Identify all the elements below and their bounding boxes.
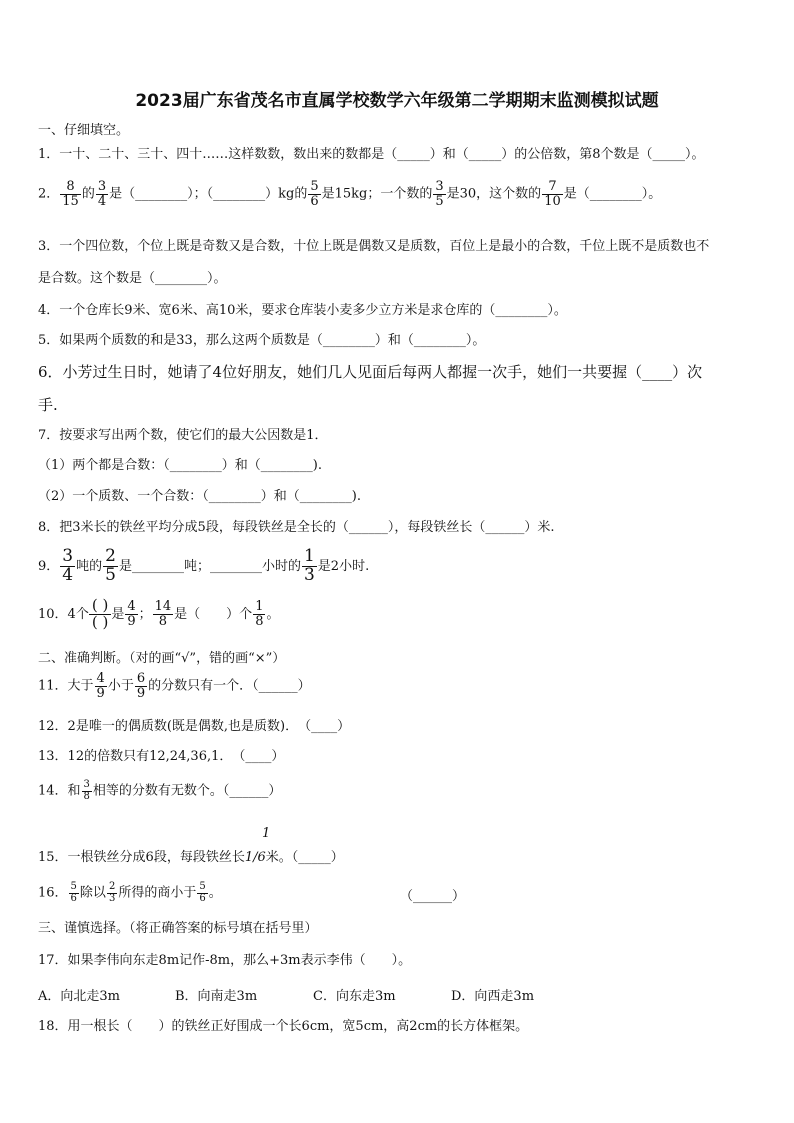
question-8: 8．把3米长的铁丝平均分成5段，每段铁丝是全长的（______），每段铁丝长（______）米. — [38, 520, 555, 535]
q2-number: 2． — [38, 186, 60, 202]
question-9: 9． $\frac{3}{4}$ 吨的 $\frac{2}{5}$ 是________吨；________小时的 $\frac{1}{3}$ 是2小时. — [38, 546, 370, 585]
section-2-heading: 二、准确判断。（对的画“√”，错的画“×”） — [38, 651, 286, 666]
q10-fraction-3: $\frac{1}{8}$ — [255, 599, 264, 629]
q17-option-c: C．向东走3m — [313, 989, 396, 1004]
question-7-part-2: （2）一个质数、一个合数：（________）和（________). — [38, 489, 361, 504]
page-title: 2023届广东省茂名市直属学校数学六年级第二学期期末监测模拟试题 — [135, 91, 659, 111]
question-17-stem: 17．如果李伟向东走8m记作-8m，那么+3m表示李伟（ ）。 — [38, 953, 412, 968]
section-3-heading: 三、谨慎选择。（将正确答案的标号填在括号里） — [38, 921, 318, 936]
q14-fraction: $\frac{3}{8}$ — [83, 779, 90, 802]
q2-fraction-1: $\frac{8}{15}$ — [62, 179, 79, 209]
question-7-stem: 7．按要求写出两个数，使它们的最大公因数是1． — [38, 428, 328, 443]
q16-fraction-2: $\frac{2}{3}$ — [108, 881, 116, 904]
question-10: 10．4个 ( ) ( ) 是 $\frac{4}{9}$ ； $\frac{14}{8}$ 是（ ）个 $\frac{1}{8}$ 。 — [38, 596, 280, 631]
question-1: 1．一十、二十、三十、四十……这样数数，数出来的数都是（_____）和（_____）的公倍数，第8个数是（_____）。 — [38, 147, 705, 162]
q2-fraction-5: $\frac{7}{10}$ — [544, 179, 561, 209]
q10-fraction-2: $\frac{14}{8}$ — [154, 599, 172, 629]
question-18: 18．用一根长（ ）的铁丝正好围成一个长6cm，宽5cm，高2cm的长方体框架。 — [38, 1019, 529, 1034]
q2-fraction-3: $\frac{5}{6}$ — [310, 179, 319, 209]
q16-fraction-3: $\frac{5}{6}$ — [199, 881, 206, 904]
q16-answer-paren: （______） — [400, 889, 466, 904]
question-6-line-2: 手. — [38, 396, 58, 414]
question-5: 5．如果两个质数的和是33，那么这两个质数是（________）和（________）。 — [38, 333, 486, 348]
section-1-heading: 一、仔细填空。 — [38, 123, 130, 138]
question-14: 14．和 $\frac{3}{8}$ 相等的分数有无数个。（______） — [38, 779, 282, 802]
question-12: 12．2是唯一的偶质数(既是偶数,也是质数)． （____） — [38, 719, 351, 734]
question-13: 13．12的倍数只有12,24,36,1． （____） — [38, 749, 285, 764]
q10-fraction-1: $\frac{4}{9}$ — [127, 599, 136, 629]
q16-fraction-1: $\frac{5}{6}$ — [70, 881, 77, 904]
question-15: 15．一根铁丝分成6段，每段铁丝长1/6米。（_____） — [38, 850, 344, 865]
q15-floating-numerator: 1 — [262, 826, 271, 841]
q15-italic-fraction: 1/6 — [244, 850, 266, 865]
q9-fraction-2: $\frac{2}{5}$ — [105, 546, 116, 585]
question-6-line-1: 6．小芳过生日时，她请了4位好朋友，她们几人见面后每两人都握一次手，她们一共要握（____）次 — [38, 363, 703, 381]
q2-fraction-4: $\frac{3}{5}$ — [435, 179, 444, 209]
question-3-line-1: 3．一个四位数，个位上既是奇数又是合数，十位上既是偶数又是质数，百位上是最小的合数，千位上既不是质数也不 — [38, 239, 710, 254]
q9-fraction-3: $\frac{1}{3}$ — [303, 546, 315, 585]
q17-option-b: B．向南走3m — [175, 989, 258, 1004]
question-3-line-2: 是合数。这个数是（________）。 — [38, 271, 227, 286]
q11-fraction-1: $\frac{4}{9}$ — [96, 671, 105, 701]
q17-option-d: D．向西走3m — [451, 989, 535, 1004]
question-16: 16． $\frac{5}{6}$ 除以 $\frac{2}{3}$ 所得的商小于 $\frac{5}{6}$ 。 — [38, 881, 222, 904]
question-11: 11．大于 $\frac{4}{9}$ 小于 $\frac{6}{9}$ 的分数只有一个．（______） — [38, 671, 311, 701]
q17-option-a: A．向北走3m — [38, 989, 120, 1004]
question-2: 2． $\frac{8}{15}$ 的 $\frac{3}{4}$ 是（________）；（________）kg的 $\frac{5}{6}$ 是15kg；一个数的 $\frac{3}{5}$ 是30，这个数的 $\frac{7}{10}$ 是（________）。 — [38, 179, 662, 209]
question-4: 4．一个仓库长9米、宽6米、高10米，要求仓库装小麦多少立方米是求仓库的（________）。 — [38, 303, 567, 318]
q10-paren-fraction: ( ) ( ) — [89, 598, 111, 631]
question-7-part-1: （1）两个都是合数：（________）和（________). — [38, 458, 322, 473]
q11-fraction-2: $\frac{6}{9}$ — [136, 671, 146, 701]
q9-fraction-1: $\frac{3}{4}$ — [62, 546, 74, 585]
q2-fraction-2: $\frac{3}{4}$ — [97, 179, 107, 209]
